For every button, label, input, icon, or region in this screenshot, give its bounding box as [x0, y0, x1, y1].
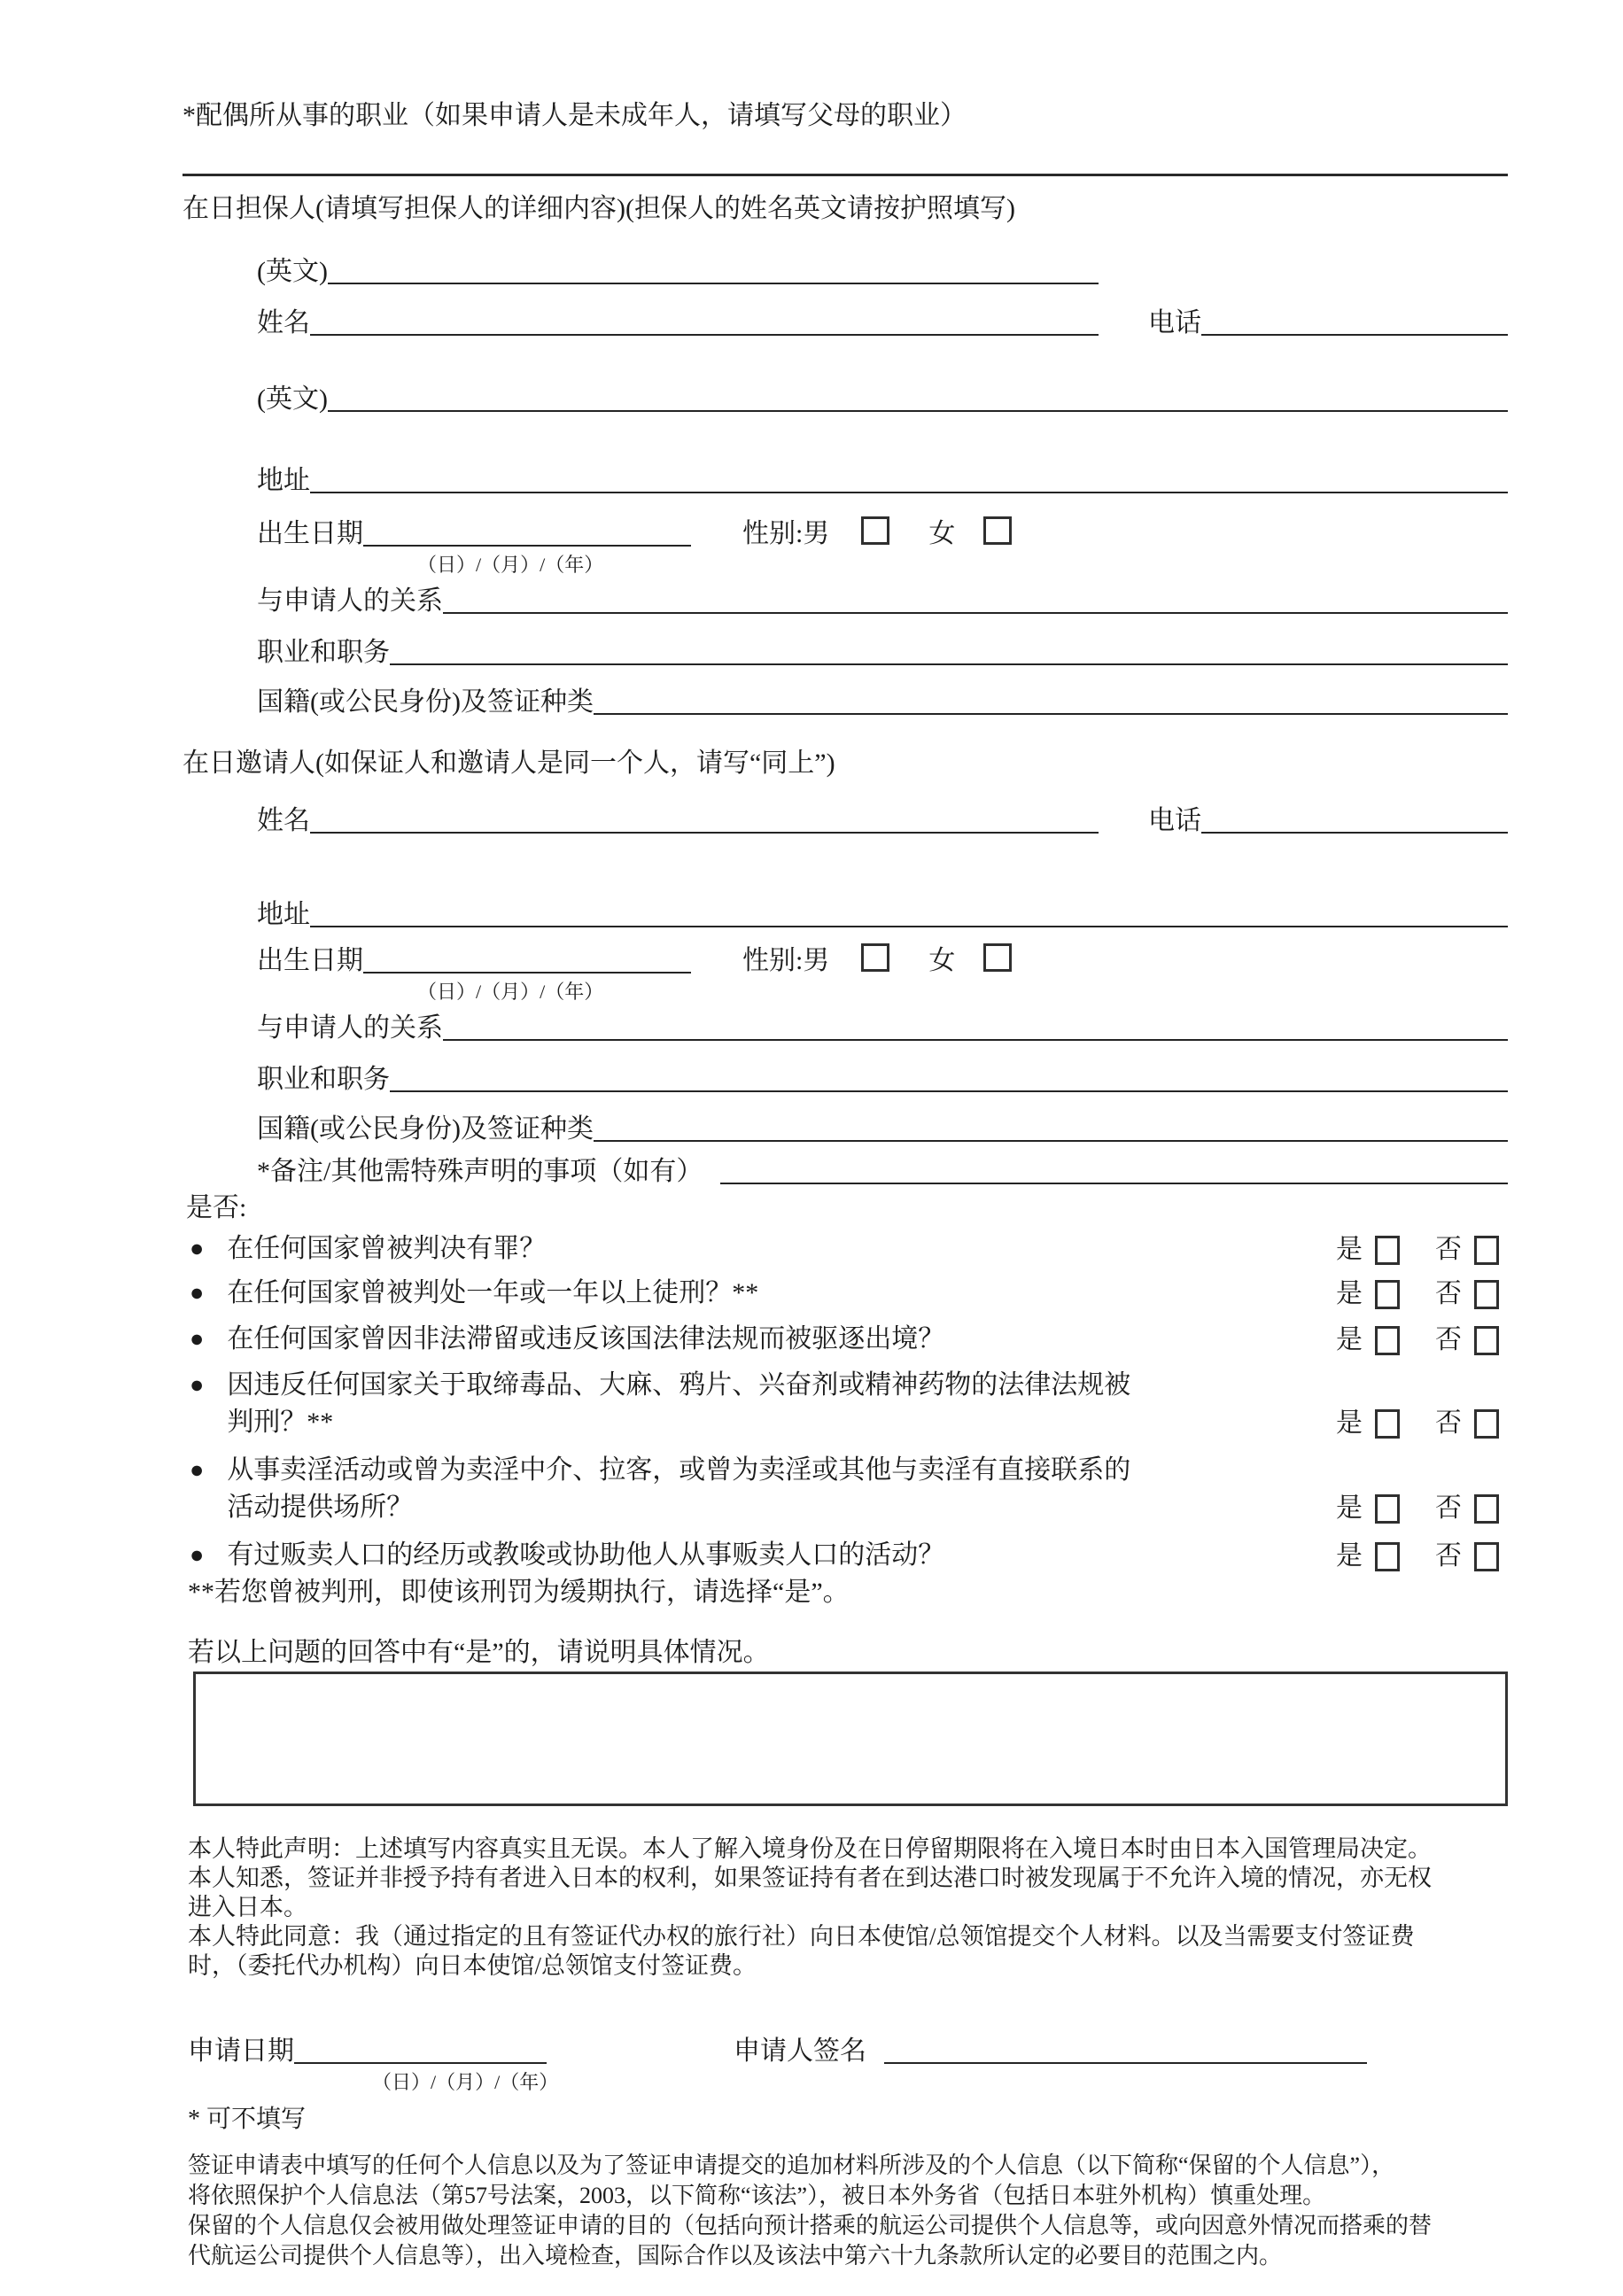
inviter-section-header: 在日邀请人(如保证人和邀请人是同一个人，请写“同上”): [182, 749, 835, 778]
application-date-line[interactable]: [294, 2062, 547, 2064]
no-checkbox-q5[interactable]: [1474, 1494, 1499, 1524]
guarantor-gender-male-checkbox[interactable]: [861, 516, 889, 545]
no-checkbox-q3[interactable]: [1474, 1326, 1499, 1355]
inviter-relation-label: 与申请人的关系: [257, 1013, 443, 1043]
guarantor-english-address-row: [257, 376, 1508, 417]
question-3-yesno: [1336, 1324, 1499, 1358]
declaration-line: 本人特此声明：上述填写内容真实且无误。本人了解入境身份及在日停留期限将在入境日本时由日本入国管理局决定。: [188, 1835, 1432, 1862]
bullet-icon: ●: [190, 1279, 205, 1306]
question-row-6: [190, 1537, 1508, 1574]
inviter-phone-line[interactable]: [1201, 832, 1508, 834]
guarantor-english-name-row: [257, 249, 1508, 290]
inviter-dob-label: 出生日期: [257, 946, 363, 975]
guarantor-relation-line[interactable]: [443, 612, 1508, 614]
guarantor-name-row: [257, 300, 1508, 341]
question-row-5: [190, 1452, 1508, 1526]
no-checkbox-q6[interactable]: [1474, 1542, 1499, 1571]
inviter-gender-female-checkbox[interactable]: [983, 943, 1012, 972]
guarantor-name-label: 姓名: [257, 308, 310, 337]
yes-label: 是: [1336, 1493, 1363, 1523]
guarantor-gender-female-label: 女: [928, 519, 956, 548]
privacy-line: 保留的个人信息仅会被用做处理签证申请的目的（包括向预计搭乘的航运公司提供个人信息等，或向因意外情况而搭乘的替: [188, 2213, 1433, 2238]
date-signature-row: [188, 2028, 1508, 2069]
bullet-icon: ●: [190, 1235, 205, 1261]
guarantor-dob-line[interactable]: [363, 545, 691, 547]
guarantor-relation-row: [257, 578, 1508, 619]
question-1-yesno: [1336, 1234, 1499, 1268]
no-label: 否: [1435, 1541, 1462, 1571]
inviter-nationality-label: 国籍(或公民身份)及签证种类: [257, 1114, 594, 1144]
question-3-text: 在任何国家曾因非法滞留或违反该国法律法规而被驱逐出境？: [227, 1324, 945, 1354]
yes-label: 是: [1336, 1541, 1363, 1571]
declaration-line: 本人知悉，签证并非授予持有者进入日本的权利，如果签证持有者在到达港口时被发现属于不允许入境的情况，亦无权: [188, 1865, 1432, 1891]
guarantor-occupation-row: [257, 630, 1508, 671]
privacy-line: 将依照保护个人信息法（第57号法案，2003，以下简称“该法”），被日本外务省（包括日本驻外机构）慎重处理。: [188, 2183, 1326, 2208]
inviter-dob-format-hint: （日）/（月）/（年）: [417, 981, 604, 1003]
inviter-gender-female-label: 女: [928, 946, 956, 975]
inviter-occupation-label: 职业和职务: [257, 1065, 390, 1094]
explanation-textbox[interactable]: [193, 1672, 1508, 1806]
application-date-label: 申请日期: [188, 2036, 294, 2066]
guarantor-phone-label: 电话: [1148, 308, 1201, 337]
guarantor-dob-format-hint: （日）/（月）/（年）: [417, 554, 604, 576]
no-label: 否: [1435, 1493, 1462, 1523]
inviter-gender-male-label: 性别:男: [742, 946, 830, 975]
guarantor-dob-label: 出生日期: [257, 519, 363, 548]
section-divider: [182, 174, 1508, 176]
guarantor-dob-gender-row: [257, 511, 1508, 552]
bullet-icon: ●: [190, 1325, 205, 1352]
question-1-text: 在任何国家曾被判决有罪？: [227, 1234, 547, 1263]
guarantor-occupation-line[interactable]: [390, 663, 1508, 665]
guarantor-english-address-label: (英文): [257, 384, 328, 414]
inviter-gender-male-checkbox[interactable]: [861, 943, 889, 972]
inviter-address-line[interactable]: [310, 926, 1508, 927]
inviter-address-label: 地址: [257, 900, 310, 929]
inviter-remarks-label: *备注/其他需特殊声明的事项（如有）: [257, 1157, 703, 1186]
question-5-yesno: [1336, 1493, 1499, 1526]
applicant-signature-line[interactable]: [884, 2062, 1367, 2064]
declaration-line: 时，（委托代办机构）向日本使馆/总领馆支付签证费。: [188, 1952, 757, 1979]
guarantor-address-label: 地址: [257, 466, 310, 495]
sentence-footnote: **若您曾被判刑，即使该刑罚为缓期执行，请选择“是”。: [188, 1578, 850, 1607]
no-label: 否: [1435, 1408, 1462, 1438]
yes-checkbox-q5[interactable]: [1375, 1494, 1400, 1524]
privacy-notice-text: [188, 2151, 1508, 2271]
guarantor-name-line[interactable]: [310, 334, 1099, 336]
question-6-text: 有过贩卖人口的经历或教唆或协助他人从事贩卖人口的活动？: [227, 1540, 945, 1570]
inviter-occupation-row: [257, 1057, 1508, 1098]
question-6-yesno: [1336, 1540, 1499, 1574]
inviter-relation-row: [257, 1005, 1508, 1046]
question-2-text: 在任何国家曾被判处一年或一年以上徒刑？**: [227, 1278, 759, 1307]
yes-label: 是: [1336, 1235, 1363, 1264]
guarantor-relation-label: 与申请人的关系: [257, 586, 443, 616]
bullet-icon: ●: [190, 1456, 205, 1483]
no-checkbox-q1[interactable]: [1474, 1236, 1499, 1265]
guarantor-nationality-row: [257, 679, 1508, 720]
inviter-name-line[interactable]: [310, 832, 1099, 834]
inviter-occupation-line[interactable]: [390, 1090, 1508, 1092]
yes-checkbox-q3[interactable]: [1375, 1326, 1400, 1355]
yes-checkbox-q6[interactable]: [1375, 1542, 1400, 1571]
inviter-address-row: [257, 892, 1508, 933]
yes-checkbox-q1[interactable]: [1375, 1236, 1400, 1265]
inviter-relation-line[interactable]: [443, 1039, 1508, 1041]
guarantor-occupation-label: 职业和职务: [257, 638, 390, 667]
privacy-line: 代航运公司提供个人信息等），出入境检查，国际合作以及该法中第六十九条款所认定的必要目的范围之内。: [188, 2243, 1283, 2269]
inviter-remarks-row: [257, 1149, 1508, 1190]
inviter-dob-gender-row: [257, 938, 1508, 979]
questions-intro-label: 是否:: [186, 1193, 247, 1222]
guarantor-address-line[interactable]: [310, 492, 1508, 493]
question-row-2: [190, 1275, 1508, 1312]
inviter-nationality-row: [257, 1106, 1508, 1147]
question-4-yesno: [1336, 1408, 1499, 1441]
yes-checkbox-q2[interactable]: [1375, 1280, 1400, 1309]
inviter-name-label: 姓名: [257, 806, 310, 835]
optional-field-note: * 可不填写: [188, 2106, 307, 2133]
application-date-format-hint: （日）/（月）/（年）: [372, 2071, 559, 2093]
guarantor-address-row: [257, 458, 1508, 499]
inviter-nationality-line[interactable]: [594, 1140, 1508, 1142]
question-5-text: 从事卖淫活动或曾为卖淫中介、拉客，或曾为卖淫或其他与卖淫有直接联系的 活动提供场所？: [227, 1455, 1131, 1522]
inviter-phone-label: 电话: [1148, 806, 1201, 835]
declaration-line: 进入日本。: [188, 1894, 307, 1920]
no-checkbox-q2[interactable]: [1474, 1280, 1499, 1309]
applicant-signature-label: 申请人签名: [734, 2036, 866, 2066]
yes-label: 是: [1336, 1408, 1363, 1438]
guarantor-english-name-label: (英文): [257, 257, 328, 286]
guarantor-english-name-line[interactable]: [328, 283, 1099, 284]
question-2-yesno: [1336, 1278, 1499, 1312]
inviter-dob-line[interactable]: [363, 972, 691, 973]
no-label: 否: [1435, 1279, 1462, 1308]
spouse-occupation-label: *配偶所从事的职业（如果申请人是未成年人，请填写父母的职业）: [182, 101, 967, 130]
yes-label: 是: [1336, 1279, 1363, 1308]
bullet-icon: ●: [190, 1371, 205, 1398]
question-row-3: [190, 1321, 1508, 1358]
guarantor-nationality-label: 国籍(或公民身份)及签证种类: [257, 687, 594, 717]
inviter-remarks-line[interactable]: [720, 1183, 1508, 1184]
question-4-text: 因违反任何国家关于取缔毒品、大麻、鸦片、兴奋剂或精神药物的法律法规被 判刑？**: [227, 1370, 1131, 1437]
no-label: 否: [1435, 1235, 1462, 1264]
declaration-text: [188, 1834, 1508, 1981]
declaration-line: 本人特此同意：我（通过指定的且有签证代办权的旅行社）向日本使馆/总领馆提交个人材料。以及当需要支付签证费: [188, 1923, 1415, 1950]
yes-label: 是: [1336, 1325, 1363, 1354]
bullet-icon: ●: [190, 1541, 205, 1568]
guarantor-nationality-line[interactable]: [594, 713, 1508, 715]
no-checkbox-q4[interactable]: [1474, 1409, 1499, 1439]
explain-prompt: 若以上问题的回答中有“是”的，请说明具体情况。: [188, 1638, 770, 1667]
question-row-4: [190, 1367, 1508, 1441]
no-label: 否: [1435, 1325, 1462, 1354]
guarantor-phone-line[interactable]: [1201, 334, 1508, 336]
guarantor-section-header: 在日担保人(请填写担保人的详细内容)(担保人的姓名英文请按护照填写): [182, 194, 1015, 223]
guarantor-english-address-line[interactable]: [328, 410, 1508, 412]
guarantor-gender-male-label: 性别:男: [742, 519, 830, 548]
yes-checkbox-q4[interactable]: [1375, 1409, 1400, 1439]
guarantor-gender-female-checkbox[interactable]: [983, 516, 1012, 545]
inviter-name-row: [257, 798, 1508, 839]
question-row-1: [190, 1230, 1508, 1268]
privacy-line: 签证申请表中填写的任何个人信息以及为了签证申请提交的追加材料所涉及的个人信息（以下简称“保留的个人信息”），: [188, 2152, 1395, 2178]
